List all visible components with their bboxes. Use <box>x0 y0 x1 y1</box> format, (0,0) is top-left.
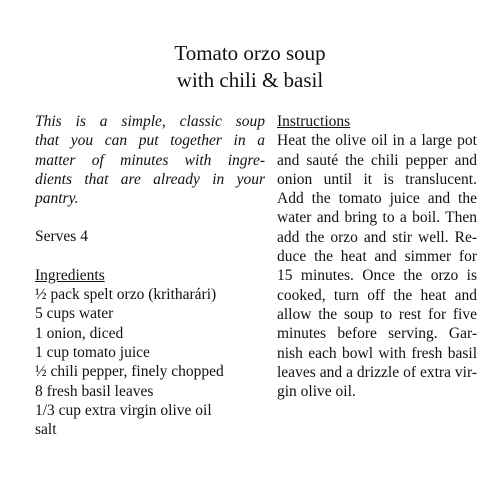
intro-line: matter of minutes with ingre- <box>35 151 265 169</box>
ingredient-item: 1/3 cup extra virgin olive oil <box>35 401 212 419</box>
instruction-line: cooked, turn off the heat and <box>277 286 477 304</box>
left-column <box>35 112 265 439</box>
recipe-title-line-2: with chili & basil <box>176 68 324 92</box>
instruction-line: 15 minutes. Once the orzo is <box>277 267 477 285</box>
serves-count: Serves 4 <box>35 228 88 246</box>
recipe-title <box>0 40 500 94</box>
recipe-title-line-1: Tomato orzo soup <box>174 41 326 65</box>
right-column <box>277 112 477 401</box>
instruction-line: nish each bowl with fresh basil <box>277 344 477 362</box>
ingredient-item: ½ chili pepper, finely chopped <box>35 363 224 381</box>
instruction-line: leaves and a drizzle of extra vir- <box>277 363 477 381</box>
ingredients-list <box>35 285 265 439</box>
ingredient-item: salt <box>35 421 57 439</box>
instruction-line: Heat the olive oil in a large pot <box>277 132 477 150</box>
instruction-line: Add the tomato juice and the <box>277 190 477 208</box>
instruction-line: allow the soup to rest for five <box>277 305 477 323</box>
intro-line: pantry. <box>35 190 79 208</box>
intro-paragraph <box>35 112 265 208</box>
instruction-line: duce the heat and simmer for <box>277 248 477 266</box>
ingredients-heading: Ingredients <box>35 266 105 284</box>
ingredient-item: 1 cup tomato juice <box>35 343 150 361</box>
instruction-line: water and bring to a boil. Then <box>277 209 477 227</box>
instruction-line: onion until it is translucent. <box>277 170 477 188</box>
intro-line: that you can put together in a <box>35 132 265 150</box>
instructions-heading: Instructions <box>277 113 351 130</box>
instructions-paragraph <box>277 131 477 401</box>
ingredient-item: 1 onion, diced <box>35 324 124 342</box>
ingredient-item: 5 cups water <box>35 305 114 323</box>
instruction-line: add the orzo and stir well. Re- <box>277 228 477 246</box>
instruction-line: gin olive oil. <box>277 383 356 401</box>
ingredient-item: ½ pack spelt orzo (kritharári) <box>35 286 217 304</box>
ingredient-item: 8 fresh basil leaves <box>35 382 154 400</box>
intro-line: dients that are already in your <box>35 170 265 188</box>
instruction-line: and sauté the chili pepper and <box>277 151 477 169</box>
intro-line: This is a simple, classic soup <box>35 113 265 130</box>
instruction-line: minutes before serving. Gar- <box>277 325 477 343</box>
